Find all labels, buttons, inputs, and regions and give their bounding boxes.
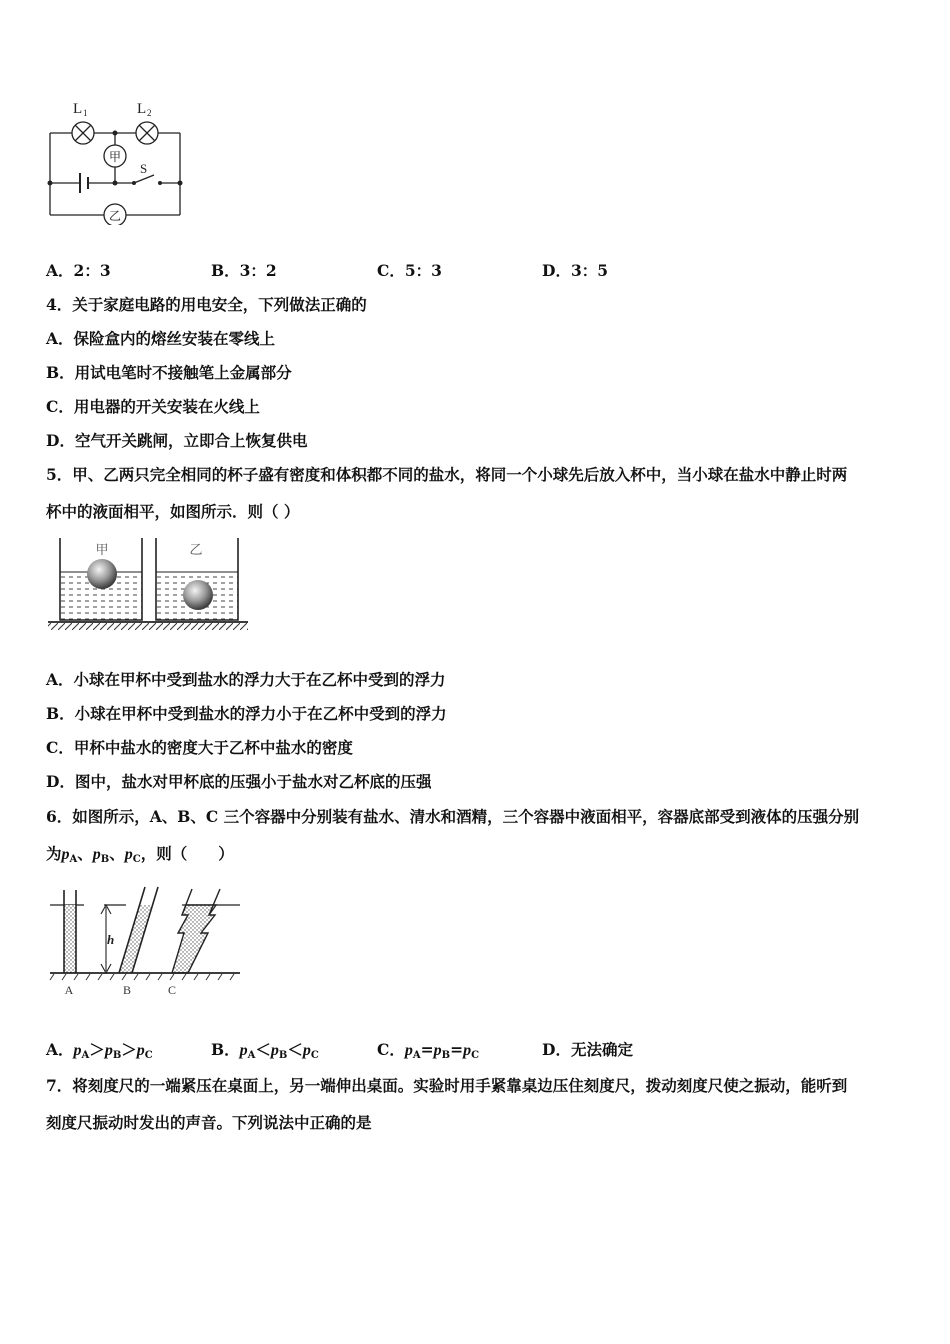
q3-option-c[interactable] — [377, 261, 442, 281]
option-letter: A． — [46, 261, 74, 280]
q4-option-a[interactable]: A．保险盒内的熔丝安装在零线上 — [46, 329, 276, 348]
q7-stem-line1: 7．将刻度尺的一端紧压在桌面上，另一端伸出桌面。实验时用手紧靠桌边压住刻度尺，拨动刻度尺使之振动，能听到 — [46, 1076, 848, 1095]
q6-option-d[interactable]: D．无法确定 — [542, 1040, 633, 1059]
p-symbol: p — [136, 1042, 145, 1059]
q5-option-c[interactable]: C．甲杯中盐水的密度大于乙杯中盐水的密度 — [46, 738, 353, 757]
p-symbol: p — [404, 1042, 413, 1059]
sub-b: B — [441, 1050, 451, 1061]
h-label: h — [107, 932, 115, 947]
cup-jia-label: 甲 — [95, 542, 109, 557]
option-text: 3：2 — [239, 261, 277, 280]
circuit-diagram — [40, 95, 200, 225]
q3-option-a[interactable] — [46, 261, 111, 281]
l2-label: L — [137, 101, 147, 117]
sub-a: A — [412, 1050, 421, 1061]
sub-c: C — [144, 1050, 153, 1061]
meter-yi-label: 乙 — [108, 209, 122, 223]
eq-sign: = — [450, 1040, 464, 1059]
option-text: 5：3 — [404, 261, 442, 280]
sub-c: C — [132, 854, 141, 865]
q4-option-b[interactable]: B．用试电笔时不接触笔上金属部分 — [46, 363, 292, 382]
p-symbol: p — [270, 1042, 279, 1059]
sub-c: C — [471, 1050, 480, 1061]
l1-label: L — [73, 101, 83, 117]
switch-label: S — [140, 161, 148, 176]
q6-option-b[interactable] — [211, 1040, 319, 1066]
lt-sign: ＜ — [255, 1040, 271, 1059]
sub-a: A — [81, 1050, 90, 1061]
ball-in-jia — [87, 559, 117, 589]
q6-stem-line1: 6．如图所示，A、B、C 三个容器中分别装有盐水、清水和酒精，三个容器中液面相平，容器底部受到液体的压强分别 — [46, 807, 860, 826]
stem-text: ，则（ ） — [140, 844, 234, 863]
option-letter: A． — [46, 1040, 74, 1059]
q7-stem-line2: 刻度尺振动时发出的声音。下列说法中正确的是 — [46, 1113, 372, 1132]
sub-b: B — [278, 1050, 288, 1061]
p-symbol: p — [463, 1042, 472, 1059]
sep: 、 — [77, 844, 93, 863]
meter-jia-label: 甲 — [108, 150, 122, 164]
p-symbol: p — [239, 1042, 248, 1059]
option-text: 2：3 — [73, 261, 111, 280]
option-letter: B． — [211, 261, 240, 280]
q6-stem-line2 — [46, 844, 234, 870]
p-symbol: p — [92, 846, 101, 863]
sub-c: C — [310, 1050, 319, 1061]
option-letter: C． — [377, 1040, 405, 1059]
l2-sub: 2 — [147, 108, 152, 118]
cups-diagram — [44, 532, 254, 637]
p-symbol: p — [433, 1042, 442, 1059]
container-c-label: C — [167, 983, 177, 997]
option-letter: D． — [542, 261, 571, 280]
q4-option-c[interactable]: C．用电器的开关安装在火线上 — [46, 397, 260, 416]
eq-sign: = — [420, 1040, 434, 1059]
sub-a: A — [69, 854, 78, 865]
q5-option-b[interactable]: B．小球在甲杯中受到盐水的浮力小于在乙杯中受到的浮力 — [46, 704, 447, 723]
p-symbol: p — [73, 1042, 82, 1059]
p-symbol: p — [61, 846, 70, 863]
q5-option-d[interactable]: D．图中，盐水对甲杯底的压强小于盐水对乙杯底的压强 — [46, 772, 432, 791]
ball-in-yi — [183, 580, 213, 610]
p-symbol: p — [124, 846, 133, 863]
q5-stem-line2: 杯中的液面相平，如图所示．则（ ） — [46, 502, 300, 521]
lt-sign: ＜ — [287, 1040, 303, 1059]
option-letter: B． — [211, 1040, 240, 1059]
l1-sub: 1 — [83, 108, 88, 118]
q5-option-a[interactable]: A．小球在甲杯中受到盐水的浮力大于在乙杯中受到的浮力 — [46, 670, 446, 689]
p-symbol: p — [104, 1042, 113, 1059]
sep: 、 — [109, 844, 125, 863]
q4-option-d[interactable]: D．空气开关跳闸，立即合上恢复供电 — [46, 431, 308, 450]
q6-option-c[interactable] — [377, 1040, 479, 1066]
gt-sign: ＞ — [121, 1040, 137, 1059]
q4-stem: 4．关于家庭电路的用电安全，下列做法正确的 — [46, 295, 367, 314]
gt-sign: ＞ — [89, 1040, 105, 1059]
q5-stem-line1: 5．甲、乙两只完全相同的杯子盛有密度和体积都不同的盐水，将同一个小球先后放入杯中，当小球在盐水中静止时两 — [46, 465, 848, 484]
cup-yi-label: 乙 — [189, 542, 203, 557]
containers-diagram — [44, 885, 244, 1000]
sub-b: B — [100, 854, 110, 865]
sub-a: A — [247, 1050, 256, 1061]
option-letter: C． — [377, 261, 405, 280]
p-symbol: p — [302, 1042, 311, 1059]
lamp-l1-icon — [72, 122, 94, 144]
q3-option-d[interactable] — [542, 261, 608, 281]
option-text: 3：5 — [570, 261, 609, 280]
sub-b: B — [112, 1050, 122, 1061]
lamp-l2-icon — [136, 122, 158, 144]
q3-option-b[interactable] — [211, 261, 277, 281]
container-a-label: A — [64, 983, 74, 997]
q6-option-a[interactable] — [46, 1040, 153, 1066]
container-b-label: B — [122, 983, 132, 997]
stem-text: 为 — [46, 844, 62, 863]
